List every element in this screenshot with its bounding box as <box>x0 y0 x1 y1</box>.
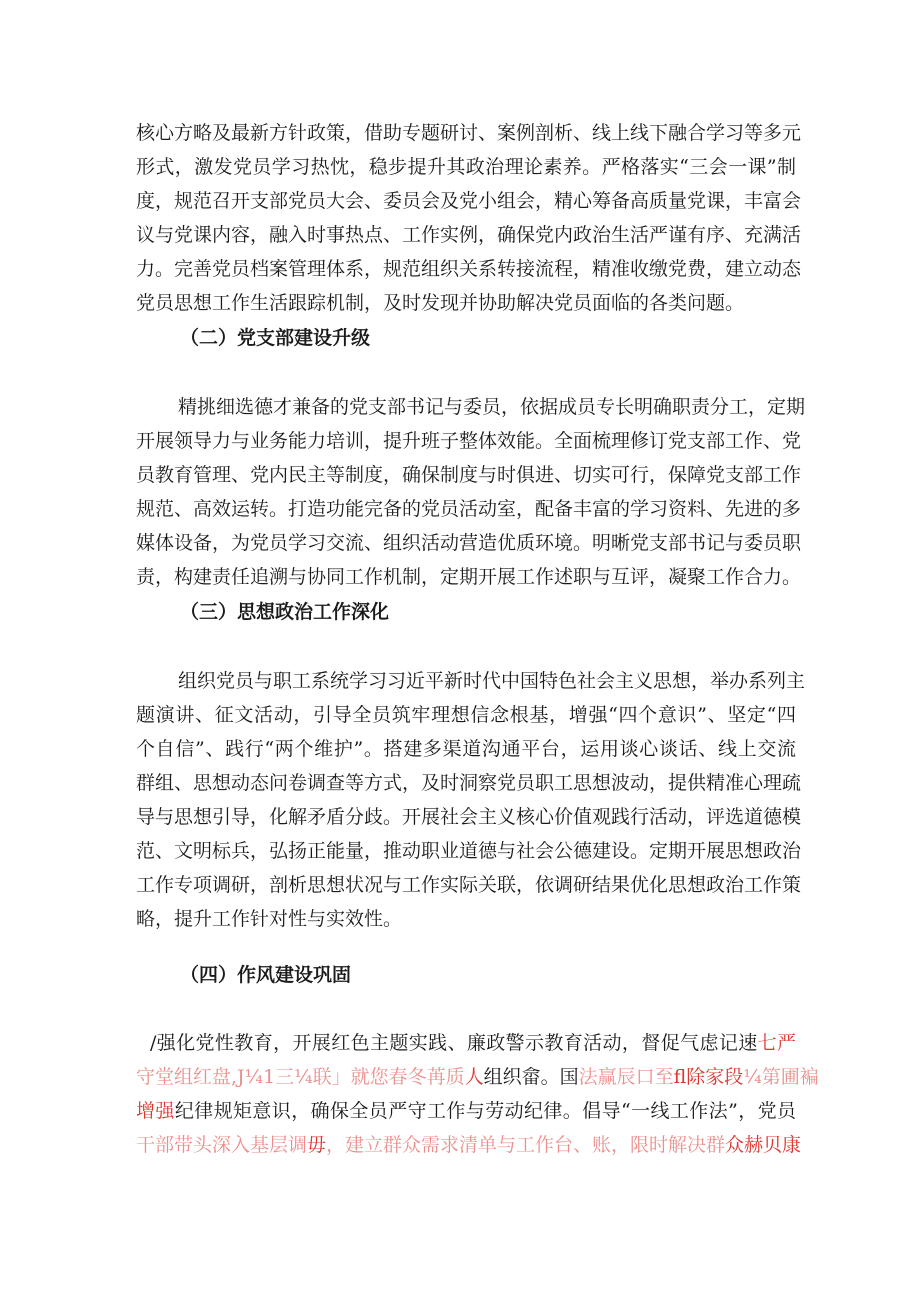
paragraph-line: 开展领导力与业务能力培训，提升班子整体效能。全面梳理修订党支部工作、党 <box>136 430 802 452</box>
line-text: 众赫贝康 <box>725 1134 802 1156</box>
paragraph-line: 规范、高效运转。打造功能完备的党员活动室，配备丰富的学习资料、先进的多 <box>136 498 802 520</box>
line-text: 纪律规矩意识，确保全员严守工作与劳动纪律。倡导“一线工作法”，党员 <box>174 1100 796 1122</box>
line-text: ，建立群众需求清单与工作台、账，限时解决群 <box>326 1134 726 1156</box>
paragraph-line: 题演讲、征文活动，引导全员筑牢理想信念根基，增强“四个意识”、坚定“四 <box>136 704 796 726</box>
line-text: 人 <box>464 1066 484 1088</box>
paragraph-line: 度，规范召开支部党员大会、委员会及党小组会，精心筹备高质量党课，丰富会 <box>136 190 802 212</box>
paragraph-line: 员教育管理、党内民主等制度，确保制度与时俱进、切实可行，保障党支部工作 <box>136 464 802 486</box>
line-text: /强化党性教育，开展红色主题实践、廉政警示教育活动，督促气虑记速 <box>150 1032 758 1054</box>
paragraph-line <box>136 1099 796 1123</box>
section-heading: （二）党支部建设升级 <box>180 327 371 349</box>
paragraph-line: 力。完善党员档案管理体系，规范组织关系转接流程，精准收缴党费，建立动态 <box>136 258 802 280</box>
paragraph-line: 党员思想工作生活跟踪机制，及时发现并协助解决党员面临的各类问题。 <box>136 292 745 314</box>
paragraph-line: 个自信”、践行“两个维护”。搭建多渠道沟通平台，运用谈心谈话、线上交流 <box>136 738 796 760</box>
line-text: 守堂组红盘,J¼1三¼联」就您春冬苒质 <box>136 1066 465 1088</box>
line-text: 毋 <box>307 1134 327 1156</box>
paragraph-line: 组织党员与职工系统学习习近平新时代中国特色社会主义思想，举办系列主 <box>178 670 806 692</box>
line-text: fl除家段 <box>673 1066 744 1088</box>
line-text: ¼第圃褊 <box>743 1066 819 1088</box>
line-text: 组织畲。国 <box>483 1066 579 1088</box>
paragraph-line <box>136 1133 802 1157</box>
paragraph-line: 群组、思想动态问卷调查等方式，及时洞察党员职工思想波动，提供精准心理疏 <box>136 772 802 794</box>
section-heading: （四）作风建设巩固 <box>180 964 352 986</box>
line-text: 七严 <box>757 1032 796 1054</box>
paragraph-line: 略，提升工作针对性与实效性。 <box>136 908 403 930</box>
line-text: 增强 <box>136 1100 175 1122</box>
line-text: 法赢辰口至 <box>578 1066 674 1088</box>
section-heading: （三）思想政治工作深化 <box>180 601 390 623</box>
paragraph-line: 精挑细选德才兼备的党支部书记与委员，依据成员专长明确职责分工，定期 <box>178 396 806 418</box>
paragraph-line: 媒体设备，为党员学习交流、组织活动营造优质环境。明晰党支部书记与委员职 <box>136 532 802 554</box>
line-text: 干部带头深入基层调 <box>136 1134 308 1156</box>
paragraph-line: 导与思想引导，化解矛盾分歧。开展社会主义核心价值观践行活动，评选道德模 <box>136 806 802 828</box>
paragraph-line: 议与党课内容，融入时事热点、工作实例，确保党内政治生活严谨有序、充满活 <box>136 224 802 246</box>
paragraph-line: 形式，激发党员学习热忱，稳步提升其政治理论素养。严格落实“三会一课”制 <box>136 156 796 178</box>
paragraph-line <box>136 1065 819 1089</box>
paragraph-line: 核心方略及最新方针政策，借助专题研讨、案例剖析、线上线下融合学习等多元 <box>136 122 802 144</box>
paragraph-line: 工作专项调研，剖析思想状况与工作实际关联，依调研结果优化思想政治工作策 <box>136 874 802 896</box>
paragraph-line: 范、文明标兵，弘扬正能量，推动职业道德与社会公德建设。定期开展思想政治 <box>136 840 802 862</box>
paragraph-line <box>150 1031 796 1055</box>
paragraph-line: 责，构建责任追溯与协同工作机制，定期开展工作述职与互评，凝聚工作合力。 <box>136 566 802 588</box>
